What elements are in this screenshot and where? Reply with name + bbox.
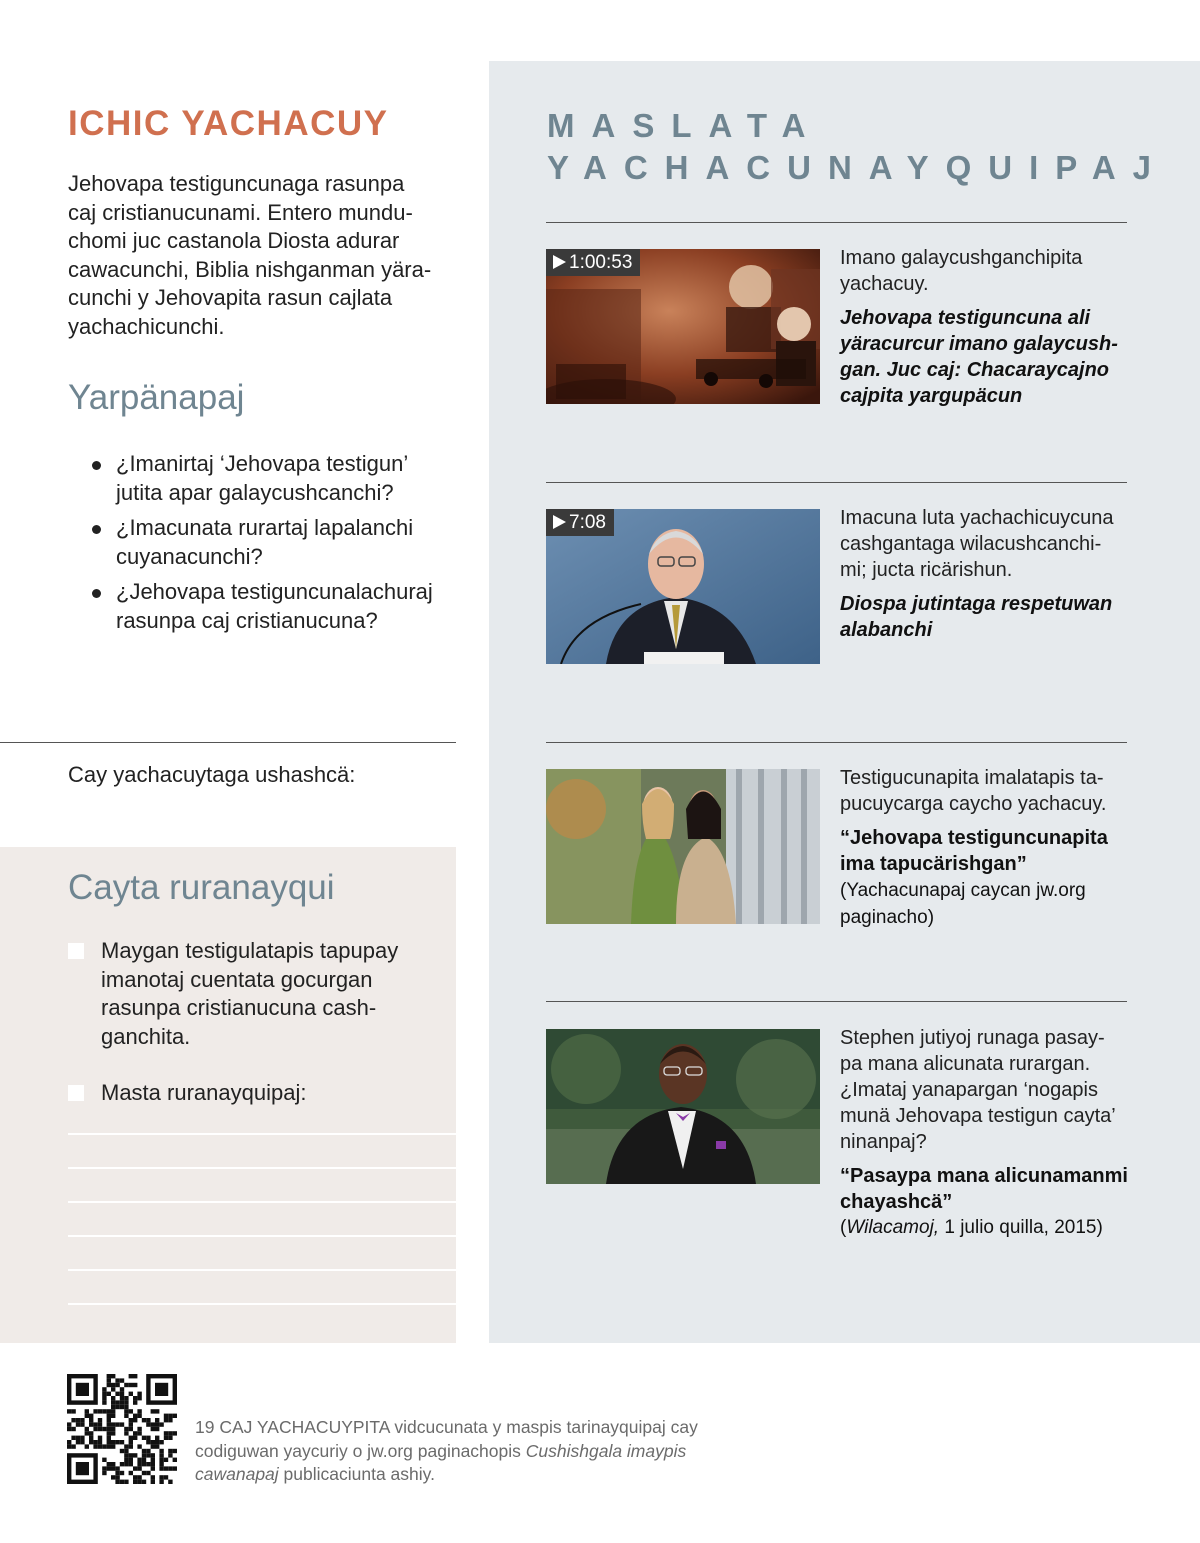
question-text: ¿Imacunata rurartaj lapalanchi cuyanacunchi? [116,515,414,569]
write-line[interactable] [68,1133,456,1135]
article-title: “Pasaypa mana alicunamanmi chayashcä” [840,1165,1128,1213]
question-item [92,578,462,635]
duration-badge [546,509,614,536]
video-title[interactable]: Jehovapa testiguncuna ali yäracurcur imano galaycush- gan. Juc caj: Chacaraycajno cajpita yargupäcun [840,307,1118,407]
duration-text: 1:00:53 [569,252,633,273]
task-checkbox[interactable] [68,1085,84,1101]
section-title: ICHIC YACHACUY [68,104,389,143]
footer-note [195,1416,715,1487]
publication-date: 1 julio quilla, 2015) [944,1217,1103,1238]
duration-text: 7:08 [569,512,606,533]
item-description: Imano galaycushganchipita yachacuy. [840,247,1083,295]
footer-text-part: publicaciunta ashiy. [278,1464,435,1484]
further-study-heading: MASLATA YACHACUNAYQUIPAJ [547,107,1169,186]
divider [546,742,1127,743]
bullet-icon [92,589,101,598]
qr-code-icon[interactable] [67,1374,177,1484]
task-text: Masta ruranayquipaj: [101,1080,307,1105]
play-icon [553,515,566,529]
item-description: Imacuna luta yachachicuycuna cashgantaga wilacushcanchi- mi; jucta ricärishun. [840,507,1114,581]
portrait-photo [546,1029,820,1184]
article-reference[interactable] [840,1163,1130,1241]
article-thumbnail[interactable] [546,769,820,924]
publication-title[interactable]: Cushishgala imaypis cawanapaj [195,1440,687,1484]
task-text: Maygan testigulatapis tapupay imanotaj cuentata gocurgan rasunpa cristianucuna cash- ganchita. [101,938,399,1049]
video-title[interactable]: Diospa jutintaga respetuwan alabanchi [840,593,1113,641]
video-thumbnail[interactable] [546,509,820,664]
bullet-icon [92,461,101,470]
divider [0,742,456,743]
question-item [92,450,462,507]
write-line[interactable] [68,1167,456,1169]
play-icon [553,255,566,269]
questions-heading: Yarpänapaj [68,378,245,417]
divider [546,1001,1127,1002]
task-checkbox[interactable] [68,943,84,959]
article-source: (Yachacunapaj caycan jw.org paginacho) [840,880,1086,928]
duration-badge [546,249,640,276]
item-description: Testigucunapita imalatapis ta- pucuycarga caycho yachacuy. [840,767,1107,815]
article-source [840,1215,1130,1241]
ministry-photo [546,769,820,924]
write-line[interactable] [68,1235,456,1237]
question-item [92,514,462,571]
question-text: ¿Imanirtaj ‘Jehovapa testigun’ jutita apar galaycushcanchi? [116,451,409,505]
paren-open: ( [840,1217,847,1238]
divider [546,222,1127,223]
video-thumbnail[interactable] [546,249,820,404]
question-text: ¿Jehovapa testiguncunalachuraj rasunpa caj cristianucuna? [116,579,433,633]
write-line[interactable] [68,1201,456,1203]
article-title: “Jehovapa testiguncunapita ima tapucärishgan” [840,827,1108,875]
write-line[interactable] [68,1269,456,1271]
publication-name: Wilacamoj, [846,1217,940,1238]
divider [546,482,1127,483]
questions-list [92,450,462,642]
bullet-icon [92,525,101,534]
article-reference[interactable] [840,825,1130,931]
intro-paragraph: Jehovapa testiguncunaga rasunpa caj cristianucunami. Entero mundu- chomi juc castanola Diosta adurar cawacunchi, Biblia nishganman yära- cunchi y Jehovapita rasun cajlata yachachicunchi. [68,171,432,339]
learned-label: Cay yachacuytaga ushashcä: [68,762,356,787]
write-line[interactable] [68,1303,456,1305]
task-heading: Cayta ruranayqui [68,868,335,907]
footer-text-part: 19 CAJ YACHACUYPITA vidcucunata y maspis tarinayquipaj cay codiguwan yaycuriy o jw.org paginachopis [195,1417,698,1461]
article-thumbnail[interactable] [546,1029,820,1184]
item-description: Stephen jutiyoj runaga pasay- pa mana alicunata rurargan. ¿Imataj yanapargan ‘nogapis munä Jehovapa testigun cayta’ ninanpaj? [840,1027,1116,1153]
